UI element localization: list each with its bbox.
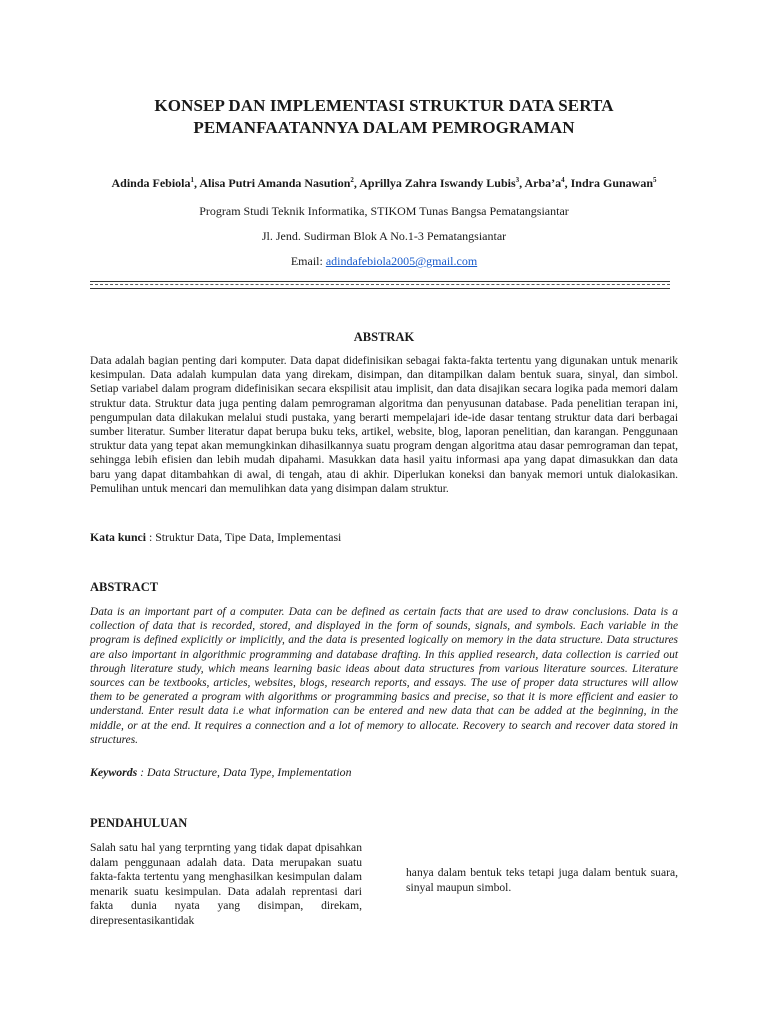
pendahuluan-col-2: hanya dalam bentuk teks tetapi juga dalam bentuk suara, sinyal maupun simbol. [406,866,678,894]
email-link[interactable]: adindafebiola2005@gmail.com [325,254,478,268]
author-sup: 5 [653,176,657,184]
email-line [90,254,678,269]
affiliation: Program Studi Teknik Informatika, STIKOM Tunas Bangsa Pematangsiantar [199,204,569,218]
pendahuluan-col-1: Salah satu hal yang terprnting yang tidak dapat dpisahkan dalam penggunaan adalah data. Data merupakan suatu fakta-fakta tertentu yang menghasilkan kesimpulan dalam menarik suatu kesimpulan. Data adalah reprentasi dari fakta dunia nyata yang disimpan, direkam, direpresentasikantidak [90,841,362,927]
kata-kunci [90,530,678,545]
author-sup: 4 [561,176,565,184]
author-list: Adinda Febiola$^1$, Alisa Putri Amanda Nasution$^2$, Aprillya Zahra Iswandy Lubis$^3$, $Arba’a^4$, Indra Gunawan$^5$ [111,176,657,190]
kata-kunci-label: Kata kunci [90,530,147,544]
separator-rule [90,281,670,289]
author-sup: 1 [190,176,195,184]
paper-title [90,95,678,139]
author-name: Alisa Putri Amanda Nasution [199,176,351,190]
address: Jl. Jend. Sudirman Blok A No.1-3 Pematangsiantar [261,229,507,243]
author-sup: 2 [350,176,354,184]
keywords-label: Keywords [90,765,138,779]
abstract-body: Data is an important part of a computer. Data can be defined as certain facts that are used to draw conclusions. Data is a collection of data that is recorded, stored, and displayed in the form of sounds, signals, and symbols. Each variable in the program is defined explicitly or implicitly, and the data is presented logically on memory in the data structure. Data structures are also important in algorithmic programming and database drafting. In this applied research, data collection is carried out through literature study, which means learning basic ideas about data structures from various literature sources. Literature sources can be textbooks, articles, websites, blogs, research reports, and essays. The use of proper data structures will allow them to be generated a program with algorithms or programming basics and precise, so that it is more efficient and easier to understand. Enter result data i.e what information can be entered and new data that can be added at the beginning, in the middle, or at the end. It requires a connection and a lot of memory to allocate. Recovery to search and recover data stored in structures. [90,606,678,746]
author-name: Aprillya Zahra Iswandy Lubis [359,176,516,190]
email-label: Email: [290,254,326,268]
keywords [90,765,678,780]
abstract-heading: ABSTRACT [90,580,159,594]
abstrak-heading: ABSTRAK [353,330,415,344]
title-line-2: PEMANFAATANNYA DALAM PEMROGRAMAN [193,118,575,137]
author-name: Arba’a [524,176,562,190]
abstrak-body: Data adalah bagian penting dari komputer. Data dapat didefinisikan sebagai fakta-fakta tertentu yang digunakan untuk menarik kesimpulan. Data adalah kumpulan data yang direkam, disimpan, dan ditampilkan dalam bentuk suara, sinyal, dan simbol. Setiap variabel dalam program didefinisikan secara ekspilisit atau implisit, dan data disajikan secara logika pada memori dalam struktur data. Struktur data juga penting dalam pemrograman algoritma dan penyusunan database. Pada penelitian terapan ini, pengumpulan data dilakukan melalui studi pustaka, yang berarti mempelajari ide-ide dasar tentang struktur data dari berbagai sumber literatur. Sumber literatur dapat berupa buku teks, artikel, website, blog, laporan penelitian, dan karangan. Penggunaan struktur data yang tepat akan memungkinkan dihasilkannya suatu program dengan algoritma atau dasar pemrograman dan tepat, sehingga lebih efisien dan lebih mudah dipahami. Masukkan data hasil yaitu informasi apa yang dapat dimasukkan dan data baru yang dapat ditambahkan di awal, di tengah, atau di akhir. Diperlukan koneksi dan banyak memori untuk dialokasikan. Pemulihan untuk mencari dan memulihkan data yang disimpan dalam struktur. [90,355,678,495]
author-sup: 3 [515,176,520,184]
keywords-values: : Data Structure, Data Type, Implementation [137,765,352,779]
author-name: Indra Gunawan [570,176,654,190]
title-line-1: KONSEP DAN IMPLEMENTASI STRUKTUR DATA SERTA [154,96,614,115]
kata-kunci-values: : Struktur Data, Tipe Data, Implementasi [146,530,342,544]
author-name: Adinda Febiola [111,176,191,190]
pendahuluan-heading: PENDAHULUAN [90,816,188,830]
